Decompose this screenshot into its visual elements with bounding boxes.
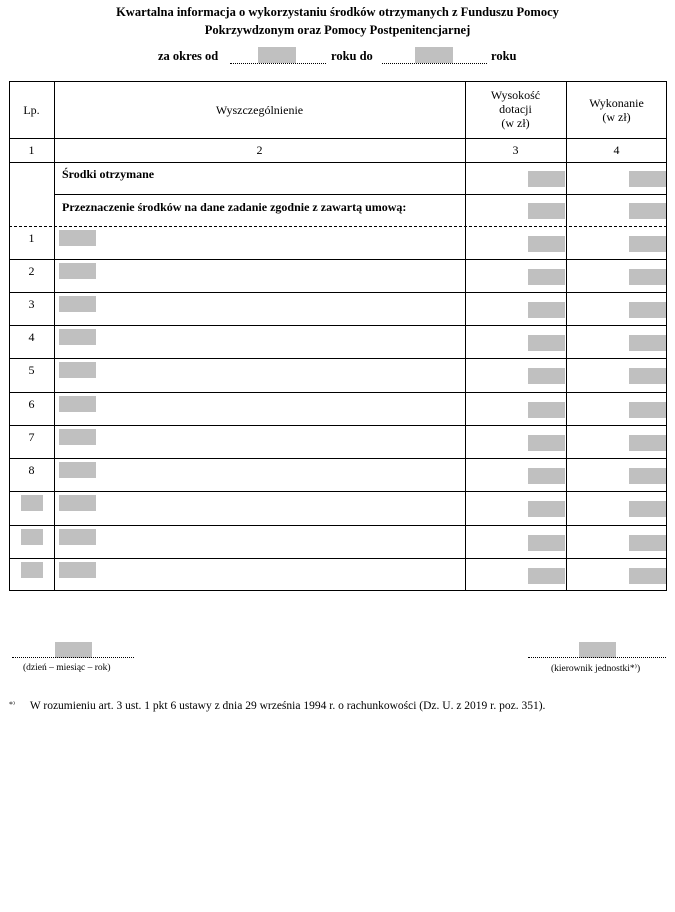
- row-item-field[interactable]: [59, 362, 96, 378]
- row-item-field[interactable]: [59, 396, 96, 412]
- row-item-field[interactable]: [59, 562, 96, 578]
- row-divider: [9, 491, 667, 492]
- row-execution-field[interactable]: [629, 535, 666, 551]
- row-grant-field[interactable]: [528, 236, 565, 252]
- date-field[interactable]: [55, 642, 92, 658]
- form-title-line-2: Pokrzywdzonym oraz Pomocy Postpenitencjarnej: [204, 23, 471, 37]
- row-execution-field[interactable]: [629, 568, 666, 584]
- row-divider: [9, 292, 667, 293]
- row-item-field[interactable]: [59, 329, 96, 345]
- row-number: 5: [28, 363, 35, 377]
- row-divider: [9, 558, 667, 559]
- row-divider: [9, 325, 667, 326]
- row-item-field[interactable]: [59, 230, 96, 246]
- row-execution-field[interactable]: [629, 236, 666, 252]
- row-execution-field[interactable]: [629, 501, 666, 517]
- header-item: Wyszczególnienie: [215, 103, 304, 117]
- row-execution-field[interactable]: [629, 402, 666, 418]
- row-grant-field[interactable]: [528, 368, 565, 384]
- head-signature-field[interactable]: [579, 642, 616, 658]
- period-to-dotted-line: [382, 63, 487, 64]
- row-grant-field[interactable]: [528, 302, 565, 318]
- row-number: 7: [28, 430, 35, 444]
- row-item-field[interactable]: [59, 529, 96, 545]
- row-grant-field[interactable]: [528, 335, 565, 351]
- reporting-period: [0, 47, 675, 67]
- period-from-label: za okres od: [158, 49, 219, 63]
- received-grant-field[interactable]: [528, 171, 565, 187]
- period-to-field[interactable]: [415, 47, 453, 63]
- header-lp: Lp.: [23, 103, 40, 117]
- period-from-dotted-line: [230, 63, 326, 64]
- footnote-marker: *⁾: [9, 700, 15, 709]
- date-label: (dzień – miesiąc – rok): [23, 663, 111, 673]
- row-number: 6: [28, 397, 35, 411]
- header-execution: Wykonanie (w zł): [589, 96, 644, 124]
- head-signature-label: (kierownik jednostki*⁾): [551, 664, 641, 674]
- form-title-line-1: Kwartalna informacja o wykorzystaniu środków otrzymanych z Funduszu Pomocy: [116, 5, 559, 19]
- row-number: 3: [28, 297, 35, 311]
- received-divider: [54, 194, 667, 195]
- row-execution-field[interactable]: [629, 335, 666, 351]
- row-execution-field[interactable]: [629, 468, 666, 484]
- row-execution-field[interactable]: [629, 269, 666, 285]
- allocation-label: Przeznaczenie środków na dane zadanie zgodnie z zawartą umową:: [62, 200, 407, 214]
- allocation-dashed-divider: [9, 226, 667, 227]
- row-number: 8: [28, 463, 35, 477]
- row-number: 2: [28, 264, 35, 278]
- row-item-field[interactable]: [59, 429, 96, 445]
- row-number: 4: [28, 330, 35, 344]
- row-grant-field[interactable]: [528, 501, 565, 517]
- row-item-field[interactable]: [59, 263, 96, 279]
- row-number-field[interactable]: [21, 562, 43, 578]
- row-grant-field[interactable]: [528, 402, 565, 418]
- row-item-field[interactable]: [59, 296, 96, 312]
- row-divider: [9, 259, 667, 260]
- row-divider: [9, 458, 667, 459]
- header-grant: Wysokość dotacji (w zł): [490, 88, 541, 130]
- allocation-grant-field[interactable]: [528, 203, 565, 219]
- received-funds-label: Środki otrzymane: [62, 167, 155, 181]
- row-grant-field[interactable]: [528, 568, 565, 584]
- row-grant-field[interactable]: [528, 535, 565, 551]
- column-numbers-divider: [9, 162, 667, 163]
- received-execution-field[interactable]: [629, 171, 666, 187]
- row-grant-field[interactable]: [528, 468, 565, 484]
- date-dotted-line: [12, 657, 134, 658]
- footnote-text: W rozumieniu art. 3 ust. 1 pkt 6 ustawy z dnia 29 września 1994 r. o rachunkowości (Dz. U. z 2019 r. poz. 351).: [29, 700, 546, 712]
- row-number: 1: [28, 231, 35, 245]
- column-number: 1: [28, 143, 35, 157]
- period-end-label: roku: [491, 49, 517, 63]
- row-execution-field[interactable]: [629, 302, 666, 318]
- header-divider: [9, 138, 667, 139]
- row-item-field[interactable]: [59, 495, 96, 511]
- column-number: 3: [512, 143, 519, 157]
- row-number-field[interactable]: [21, 529, 43, 545]
- column-number: 4: [613, 143, 620, 157]
- row-divider: [9, 425, 667, 426]
- allocation-execution-field[interactable]: [629, 203, 666, 219]
- period-to-label: roku do: [331, 49, 373, 63]
- row-item-field[interactable]: [59, 462, 96, 478]
- period-from-field[interactable]: [258, 47, 296, 63]
- row-grant-field[interactable]: [528, 435, 565, 451]
- row-divider: [9, 392, 667, 393]
- head-signature-dotted-line: [528, 657, 666, 658]
- row-grant-field[interactable]: [528, 269, 565, 285]
- row-number-field[interactable]: [21, 495, 43, 511]
- footnote: [9, 700, 545, 712]
- row-divider: [9, 358, 667, 359]
- row-execution-field[interactable]: [629, 435, 666, 451]
- row-execution-field[interactable]: [629, 368, 666, 384]
- column-number: 2: [256, 143, 263, 157]
- row-divider: [9, 525, 667, 526]
